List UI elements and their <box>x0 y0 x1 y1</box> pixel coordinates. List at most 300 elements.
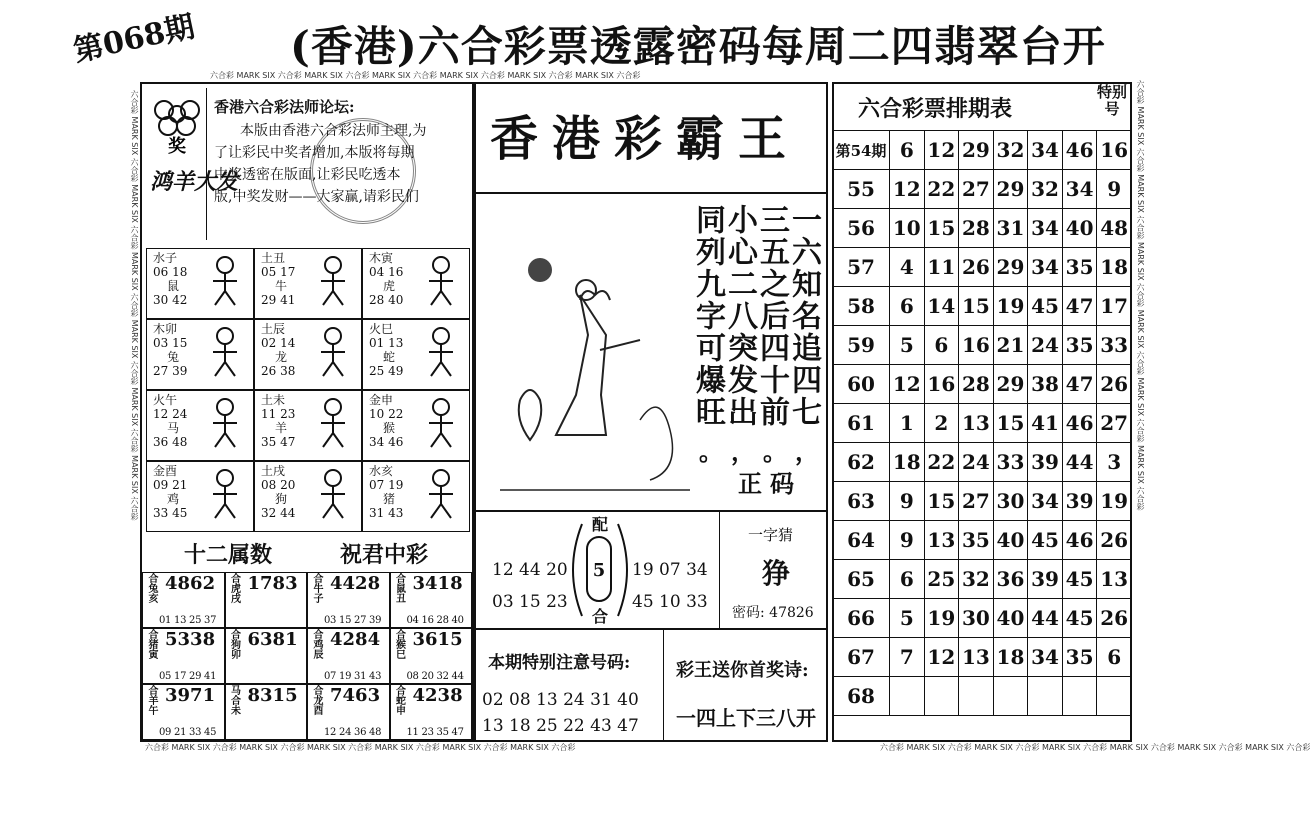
schedule-number: 35 <box>1062 638 1097 677</box>
schedule-row <box>833 560 1132 599</box>
combo-codes: 04 16 28 40 <box>406 615 464 626</box>
cartoon-figure-icon <box>419 397 463 449</box>
schedule-number: 27 <box>959 482 994 521</box>
riddle-code-value: 47826 <box>769 605 814 621</box>
schedule-number: 21 <box>993 326 1028 365</box>
schedule-row <box>833 404 1132 443</box>
zodiac-cell <box>362 390 470 461</box>
combo-tag: 合鼠丑 <box>393 573 405 603</box>
cartoon-figure-icon <box>311 468 355 520</box>
schedule-row <box>833 131 1132 170</box>
schedule-number: 16 <box>924 365 959 404</box>
schedule-number: 18 <box>993 638 1028 677</box>
schedule-number: 15 <box>959 287 994 326</box>
zodiac-label <box>261 322 295 378</box>
schedule-number: 46 <box>1062 521 1097 560</box>
combo-cell <box>225 572 308 628</box>
schedule-number <box>959 677 994 716</box>
zodiac-title: 火午 <box>153 393 178 407</box>
schedule-number: 18 <box>890 443 925 482</box>
zodiac-nums-bottom: 36 48 <box>153 435 188 449</box>
zodiac-cell <box>146 319 254 390</box>
zodiac-cell <box>362 319 470 390</box>
zodiac-cell <box>362 248 470 319</box>
schedule-number: 24 <box>959 443 994 482</box>
schedule-special <box>1097 677 1132 716</box>
zodiac-cell <box>254 461 362 532</box>
zodiac-animal: 虎 <box>383 279 396 293</box>
zodiac-title: 土未 <box>261 393 286 407</box>
combo-number: 1783 <box>247 573 298 594</box>
zodiac-label <box>261 251 295 307</box>
schedule-number: 34 <box>1062 170 1097 209</box>
zodiac-animal: 牛 <box>275 279 288 293</box>
schedule-period: 64 <box>833 521 890 560</box>
schedule-number: 39 <box>1028 560 1063 599</box>
schedule-special: 27 <box>1097 404 1132 443</box>
zodiac-animal: 羊 <box>275 421 288 435</box>
schedule-special: 18 <box>1097 248 1132 287</box>
combo-tag: 合牛子 <box>311 573 322 603</box>
schedule-number: 33 <box>993 443 1028 482</box>
schedule-number: 13 <box>924 521 959 560</box>
pair-label-bottom: 合 <box>592 607 609 626</box>
forum-line: 中奖透密在版面,让彩民吃透本 <box>214 167 401 183</box>
zodiac-title: 土戌 <box>261 464 286 478</box>
schedule-number: 13 <box>959 404 994 443</box>
schedule-number <box>890 677 925 716</box>
zodiac-nums-bottom: 27 39 <box>153 364 188 378</box>
schedule-number: 10 <box>890 209 925 248</box>
zodiac-nums-bottom: 33 45 <box>153 506 188 520</box>
schedule-special: 17 <box>1097 287 1132 326</box>
schedule-number: 6 <box>924 326 959 365</box>
schedule-number: 45 <box>1028 287 1063 326</box>
cartoon-figure-icon <box>419 326 463 378</box>
pair-right-row: 45 10 33 <box>632 592 708 612</box>
zodiac-nums-bottom: 26 38 <box>261 364 296 378</box>
combo-cell <box>142 628 225 684</box>
cartoon-figure-icon <box>311 326 355 378</box>
schedule-special-label: 特别号 <box>1096 83 1127 118</box>
riddle-code-label: 密码: <box>732 605 765 621</box>
schedule-number: 25 <box>924 560 959 599</box>
zodiac-title: 水子 <box>153 251 178 265</box>
mark-six-strip-bottom-left: 六合彩 MARK SIX 六合彩 MARK SIX 六合彩 MARK SIX 六合彩 MARK SIX 六合彩 MARK SIX 六合彩 MARK SIX 六合彩 <box>145 743 576 752</box>
combo-cell <box>307 628 390 684</box>
combo-number: 3615 <box>412 629 463 650</box>
zodiac-caption-right: 祝君中彩 <box>340 542 429 568</box>
zodiac-nums-top: 05 17 <box>261 265 296 279</box>
zodiac-cell <box>362 461 470 532</box>
schedule-number: 36 <box>993 560 1028 599</box>
combo-codes: 05 17 29 41 <box>159 671 217 682</box>
schedule-number: 34 <box>1028 638 1063 677</box>
combo-number: 5338 <box>165 629 216 650</box>
schedule-number: 12 <box>924 131 959 170</box>
zodiac-cell <box>254 248 362 319</box>
flower-logo-icon <box>146 90 208 160</box>
schedule-number: 22 <box>924 170 959 209</box>
zodiac-nums-bottom: 30 42 <box>153 293 188 307</box>
schedule-period: 62 <box>833 443 890 482</box>
schedule-number <box>924 677 959 716</box>
king-tag: 正码 <box>738 469 802 498</box>
poem-col-1: 一六知名追四七 <box>786 204 821 428</box>
schedule-number: 47 <box>1062 365 1097 404</box>
forum-line: 版,中奖发财——大家赢,请彩民们 <box>214 189 419 205</box>
schedule-number: 35 <box>1062 248 1097 287</box>
schedule-number: 29 <box>959 131 994 170</box>
zodiac-nums-top: 07 19 <box>369 478 404 492</box>
combo-tag: 合狗卯 <box>228 629 240 659</box>
zodiac-nums-bottom: 28 40 <box>369 293 404 307</box>
special-row: 13 18 25 22 43 47 <box>482 716 639 736</box>
zodiac-nums-top: 08 20 <box>261 478 296 492</box>
schedule-number: 5 <box>890 326 925 365</box>
schedule-number: 11 <box>924 248 959 287</box>
schedule-row <box>833 209 1132 248</box>
schedule-number: 41 <box>1028 404 1063 443</box>
schedule-number: 45 <box>1028 521 1063 560</box>
cartoon-figure-icon <box>419 255 463 307</box>
zodiac-label <box>153 464 187 520</box>
poem-punct-3: ， <box>731 437 755 466</box>
combo-cell <box>142 572 225 628</box>
schedule-number: 34 <box>1028 209 1063 248</box>
schedule-number: 45 <box>1062 599 1097 638</box>
schedule-number: 29 <box>993 365 1028 404</box>
combo-tag: 合羊午 <box>146 685 157 715</box>
forum-title: 香港六合彩法师论坛: <box>214 98 355 116</box>
zodiac-title: 水亥 <box>369 464 394 478</box>
combo-codes: 11 23 35 47 <box>406 727 464 738</box>
schedule-number: 46 <box>1062 131 1097 170</box>
poem-col-2: 三五之后四十前 <box>754 204 789 428</box>
zodiac-label <box>153 251 187 307</box>
schedule-number: 45 <box>1062 560 1097 599</box>
schedule-number: 28 <box>959 209 994 248</box>
schedule-number: 16 <box>959 326 994 365</box>
schedule-row <box>833 677 1132 716</box>
schedule-period: 第54期 <box>833 131 890 170</box>
riddle-title: 一字猜 <box>748 526 794 544</box>
cartoon-figure-icon <box>203 326 247 378</box>
page-header <box>70 8 1158 74</box>
schedule-number: 12 <box>890 365 925 404</box>
zodiac-nums-top: 11 23 <box>261 407 296 421</box>
schedule-number: 29 <box>993 248 1028 287</box>
schedule-period: 61 <box>833 404 890 443</box>
schedule-period: 66 <box>833 599 890 638</box>
schedule-number: 7 <box>890 638 925 677</box>
pair-center: 5 <box>586 536 612 602</box>
schedule-row <box>833 638 1132 677</box>
schedule-number: 44 <box>1062 443 1097 482</box>
schedule-row <box>833 443 1132 482</box>
zodiac-animal: 龙 <box>275 350 288 364</box>
schedule-number: 2 <box>924 404 959 443</box>
schedule-special: 26 <box>1097 365 1132 404</box>
svg-text:奖: 奖 <box>168 136 186 157</box>
schedule-row <box>833 482 1132 521</box>
pair-left-row: 12 44 20 <box>492 560 568 580</box>
schedule-special: 26 <box>1097 521 1132 560</box>
poem-punct-1: ， <box>795 437 819 466</box>
schedule-period: 59 <box>833 326 890 365</box>
mark-six-strip-left: 六合彩 MARK SIX 六合彩 MARK SIX 六合彩 MARK SIX 六合彩 MARK SIX 六合彩 MARK SIX 六合彩 MARK SIX 六合彩 <box>130 90 139 521</box>
schedule-period: 60 <box>833 365 890 404</box>
fisherman-illustration <box>480 200 710 500</box>
combo-codes: 12 24 36 48 <box>324 727 382 738</box>
schedule-number: 6 <box>890 560 925 599</box>
schedule-number: 35 <box>1062 326 1097 365</box>
combo-number: 3418 <box>412 573 463 594</box>
combo-cell <box>390 628 473 684</box>
schedule-number: 38 <box>1028 365 1063 404</box>
schedule-number: 39 <box>1062 482 1097 521</box>
combo-tag: 合猴巳 <box>393 629 405 659</box>
zodiac-nums-bottom: 32 44 <box>261 506 296 520</box>
divider <box>476 192 826 194</box>
zodiac-label <box>369 251 403 307</box>
schedule-number: 13 <box>959 638 994 677</box>
zodiac-animal: 鼠 <box>167 279 180 293</box>
schedule-period: 65 <box>833 560 890 599</box>
combo-cell <box>307 572 390 628</box>
schedule-special: 3 <box>1097 443 1132 482</box>
combo-number: 6381 <box>247 629 298 650</box>
schedule-number: 46 <box>1062 404 1097 443</box>
zodiac-label <box>369 464 403 520</box>
zodiac-nums-top: 02 14 <box>261 336 296 350</box>
schedule-number: 15 <box>924 209 959 248</box>
schedule-number: 32 <box>993 131 1028 170</box>
combo-number: 8315 <box>247 685 298 706</box>
zodiac-nums-top: 03 15 <box>153 336 188 350</box>
zodiac-label <box>153 322 187 378</box>
schedule-number: 30 <box>993 482 1028 521</box>
schedule-number: 31 <box>993 209 1028 248</box>
schedule-number: 9 <box>890 521 925 560</box>
cartoon-figure-icon <box>203 255 247 307</box>
schedule-period: 56 <box>833 209 890 248</box>
schedule-period: 68 <box>833 677 890 716</box>
schedule-special: 16 <box>1097 131 1132 170</box>
forum-line: 了让彩民中奖者增加,本版将每期 <box>214 145 415 161</box>
schedule-period: 57 <box>833 248 890 287</box>
schedule-special: 13 <box>1097 560 1132 599</box>
zodiac-cell <box>146 461 254 532</box>
issue-number: 第068期 <box>70 9 198 70</box>
zodiac-title: 木寅 <box>369 251 394 265</box>
zodiac-title: 土辰 <box>261 322 286 336</box>
schedule-number: 6 <box>890 287 925 326</box>
zodiac-nums-bottom: 31 43 <box>369 506 404 520</box>
zodiac-animal: 兔 <box>167 350 180 364</box>
combo-number: 4284 <box>330 629 381 650</box>
combo-tag: 马合未 <box>228 685 240 715</box>
schedule-number: 15 <box>924 482 959 521</box>
combo-codes: 01 13 25 37 <box>159 615 217 626</box>
bracket-icon <box>560 520 640 620</box>
schedule-period: 58 <box>833 287 890 326</box>
poem-gift-line: 一四上下三八开 <box>676 706 816 730</box>
schedule-special: 9 <box>1097 170 1132 209</box>
zodiac-nums-top: 06 18 <box>153 265 188 279</box>
zodiac-nums-top: 04 16 <box>369 265 404 279</box>
schedule-number: 12 <box>890 170 925 209</box>
schedule-number: 6 <box>890 131 925 170</box>
combo-number: 3971 <box>165 685 216 706</box>
zodiac-nums-top: 01 13 <box>369 336 404 350</box>
schedule-number: 4 <box>890 248 925 287</box>
schedule-number: 39 <box>1028 443 1063 482</box>
zodiac-animal: 猪 <box>383 492 396 506</box>
schedule-number: 34 <box>1028 482 1063 521</box>
schedule-table <box>832 130 1132 716</box>
zodiac-label <box>153 393 187 449</box>
combo-number: 4428 <box>330 573 381 594</box>
schedule-number: 40 <box>993 521 1028 560</box>
schedule-number: 34 <box>1028 248 1063 287</box>
zodiac-nums-top: 10 22 <box>369 407 404 421</box>
schedule-number: 1 <box>890 404 925 443</box>
zodiac-caption-left: 十二属数 <box>184 542 273 568</box>
schedule-number: 26 <box>959 248 994 287</box>
zodiac-title: 金申 <box>369 393 394 407</box>
zodiac-cell <box>146 248 254 319</box>
special-title: 本期特别注意号码: <box>488 653 631 673</box>
schedule-row <box>833 521 1132 560</box>
schedule-number: 12 <box>924 638 959 677</box>
zodiac-nums-bottom: 25 49 <box>369 364 404 378</box>
schedule-number: 24 <box>1028 326 1063 365</box>
riddle-code <box>732 602 814 622</box>
mark-six-strip-bottom-right: 六合彩 MARK SIX 六合彩 MARK SIX 六合彩 MARK SIX 六合彩 MARK SIX 六合彩 MARK SIX 六合彩 MARK SIX 六合彩 <box>880 743 1310 752</box>
schedule-title: 六合彩票排期表 <box>858 96 1013 122</box>
zodiac-cell <box>254 319 362 390</box>
zodiac-cell <box>146 390 254 461</box>
schedule-number: 35 <box>959 521 994 560</box>
zodiac-animal: 马 <box>167 421 180 435</box>
combo-cell <box>307 684 390 740</box>
riddle-char: 狰 <box>762 557 791 590</box>
schedule-number: 40 <box>993 599 1028 638</box>
schedule-row <box>833 365 1132 404</box>
king-title: 香港彩霸王 <box>490 111 801 167</box>
zodiac-animal: 鸡 <box>167 492 180 506</box>
schedule-row <box>833 170 1132 209</box>
combo-cell <box>390 572 473 628</box>
forum-logo <box>146 90 208 164</box>
mark-six-strip-right: 六合彩 MARK SIX 六合彩 MARK SIX 六合彩 MARK SIX 六合彩 MARK SIX 六合彩 MARK SIX 六合彩 MARK SIX 六合彩 <box>1136 80 1145 511</box>
schedule-period: 63 <box>833 482 890 521</box>
forum-side-label: 鸿羊大发 <box>150 169 239 195</box>
zodiac-title: 火巳 <box>369 322 394 336</box>
schedule-number: 15 <box>993 404 1028 443</box>
cartoon-figure-icon <box>311 255 355 307</box>
schedule-number: 32 <box>959 560 994 599</box>
zodiac-nums-bottom: 35 47 <box>261 435 296 449</box>
zodiac-nums-top: 12 24 <box>153 407 188 421</box>
schedule-special: 19 <box>1097 482 1132 521</box>
schedule-number: 14 <box>924 287 959 326</box>
combo-codes: 08 20 32 44 <box>406 671 464 682</box>
cartoon-figure-icon <box>203 468 247 520</box>
zodiac-label <box>369 393 403 449</box>
zodiac-animal: 蛇 <box>383 350 396 364</box>
zodiac-nums-bottom: 34 46 <box>369 435 404 449</box>
zodiac-nums-top: 09 21 <box>153 478 188 492</box>
cartoon-figure-icon <box>311 397 355 449</box>
zodiac-label <box>261 464 295 520</box>
combo-tag: 合鸡辰 <box>311 629 322 659</box>
cartoon-figure-icon <box>419 468 463 520</box>
combo-codes: 07 19 31 43 <box>324 671 382 682</box>
forum-line: 本版由香港六合彩法师主理,为 <box>240 123 427 139</box>
poem-gift-title: 彩王送你首奖诗: <box>676 660 809 681</box>
zodiac-cell <box>254 390 362 461</box>
zodiac-animal: 狗 <box>275 492 288 506</box>
page-title: (香港)六合彩票透露密码每周二四翡翠台开 <box>290 22 1106 71</box>
combo-tag: 合兔亥 <box>146 573 157 603</box>
schedule-number: 34 <box>1028 131 1063 170</box>
schedule-special: 33 <box>1097 326 1132 365</box>
schedule-number: 29 <box>993 170 1028 209</box>
schedule-number: 28 <box>959 365 994 404</box>
schedule-row <box>833 326 1132 365</box>
zodiac-label <box>261 393 295 449</box>
zodiac-nums-bottom: 29 41 <box>261 293 296 307</box>
combo-codes: 03 15 27 39 <box>324 615 382 626</box>
schedule-number: 19 <box>924 599 959 638</box>
schedule-number: 5 <box>890 599 925 638</box>
seal-stamp <box>310 118 416 224</box>
schedule-number: 40 <box>1062 209 1097 248</box>
special-row: 02 08 13 24 31 40 <box>482 690 639 710</box>
schedule-number <box>993 677 1028 716</box>
schedule-number: 19 <box>993 287 1028 326</box>
zodiac-title: 土丑 <box>261 251 286 265</box>
zodiac-title: 金酉 <box>153 464 178 478</box>
zodiac-animal: 猴 <box>383 421 396 435</box>
combo-grid <box>142 572 472 740</box>
poem-punct-4: 。 <box>699 437 723 466</box>
poem-col-3: 小心二八突发出 <box>722 204 757 428</box>
zodiac-grid <box>146 248 470 532</box>
combo-number: 7463 <box>330 685 381 706</box>
schedule-number: 9 <box>890 482 925 521</box>
schedule-period: 55 <box>833 170 890 209</box>
cartoon-figure-icon <box>203 397 247 449</box>
schedule-row <box>833 248 1132 287</box>
schedule-row <box>833 599 1132 638</box>
schedule-number: 47 <box>1062 287 1097 326</box>
combo-cell <box>225 628 308 684</box>
schedule-special: 6 <box>1097 638 1132 677</box>
zodiac-label <box>369 322 403 378</box>
combo-cell <box>142 684 225 740</box>
schedule-number <box>1062 677 1097 716</box>
poem-punct-2: 。 <box>763 437 787 466</box>
combo-cell <box>225 684 308 740</box>
schedule-number <box>1028 677 1063 716</box>
pair-right-row: 19 07 34 <box>632 560 708 580</box>
combo-number: 4238 <box>412 685 463 706</box>
combo-codes: 09 21 33 45 <box>159 727 217 738</box>
mark-six-strip-top: 六合彩 MARK SIX 六合彩 MARK SIX 六合彩 MARK SIX 六合彩 MARK SIX 六合彩 MARK SIX 六合彩 MARK SIX 六合彩 <box>210 71 641 80</box>
